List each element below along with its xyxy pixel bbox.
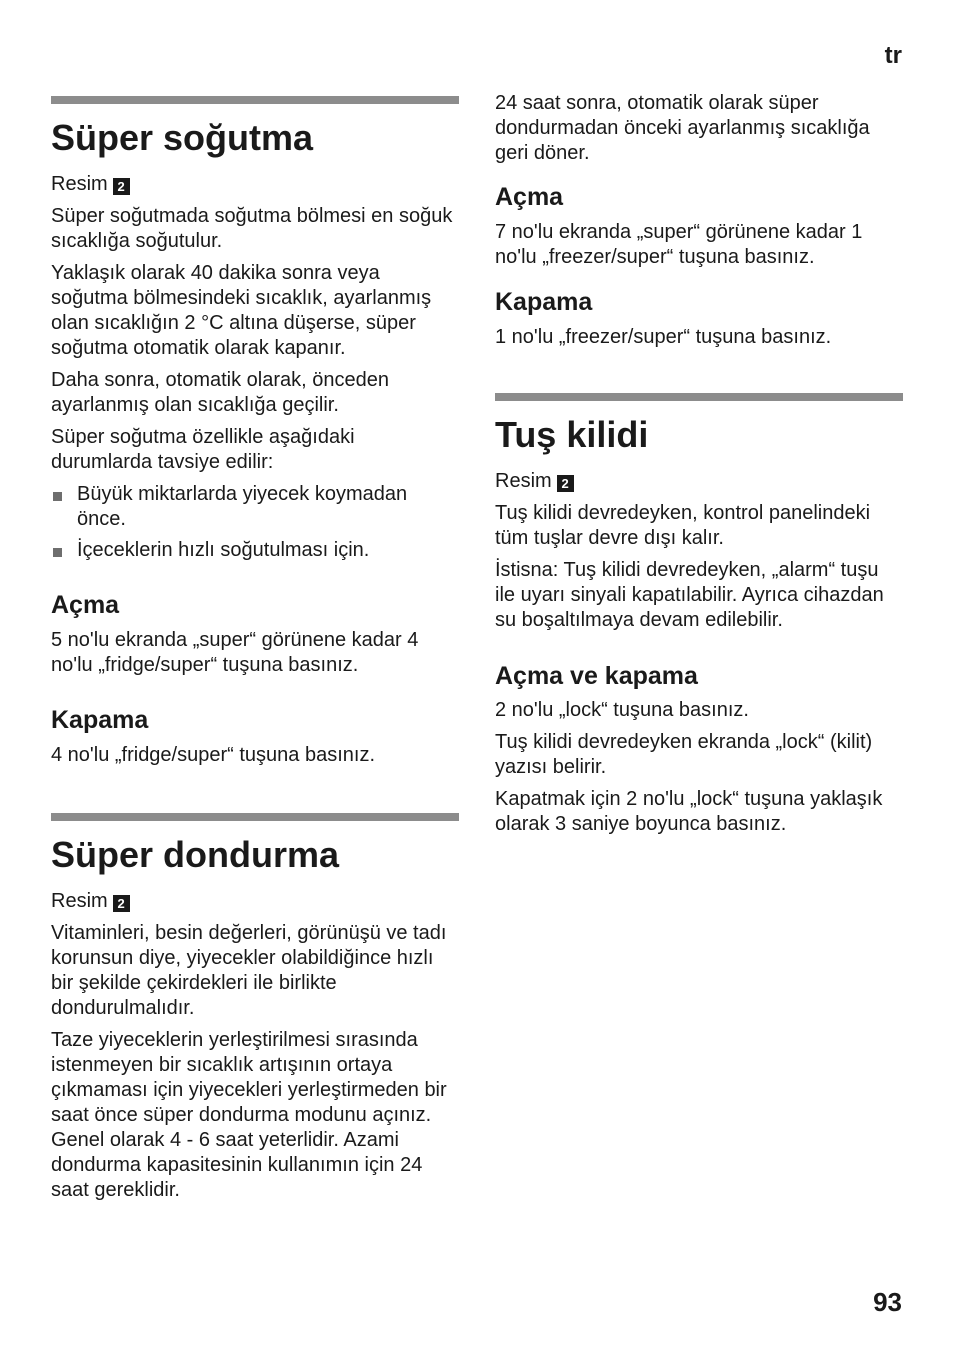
super-freezing-details: Taze yiyeceklerin yerleştirilmesi sırasında istenmeyen bir sıcaklık artışının ortaya çıkmaması için yiyecekleri yerleştirmeden bir saat önce süper dondurma modunu açınız. Genel olarak 4 - 6 saat yeterlidir. Azami dondurma kapasitesinin kullanımın için 24 saat gereklidir. [51,1029,447,1201]
super-cooling-off-title: Kapama [51,706,149,734]
super-cooling-on-title: Açma [51,591,120,619]
key-lock-onoff-title: Açma ve kapama [495,662,698,690]
key-lock-onoff-step1: 2 no'lu „lock“ tuşuna basınız. [495,699,749,721]
list-item: İçeceklerin hızlı soğutulması için. [51,538,459,563]
section-rule [51,96,459,104]
super-cooling-auto-off: Yaklaşık olarak 40 dakika sonra veya soğutma bölmesindeki sıcaklık, ayarlanmış olan sıcaklığın 2 °C altına düşerse, süper soğutma otomatik olarak kapanır. [51,262,432,359]
super-freezing-intro: Vitaminleri, besin değerleri, görünüşü ve tadı korunsun diye, yiyecekler olabildiğince hızlı bir şekilde çekirdekleri ile birlikte dondurulmalıdır. [51,922,447,1019]
super-freezing-on-text: 7 no'lu ekranda „super“ görünene kadar 1 no'lu „freezer/super“ tuşuna basınız. [495,221,863,268]
super-freezing-off-title: Kapama [495,288,593,316]
super-cooling-recommend: Süper soğutma özellikle aşağıdaki durumlarda tavsiye edilir: [51,426,355,473]
figure-number-badge: 2 [113,178,130,195]
key-lock-onoff-deactivate: Kapatmak için 2 no'lu „lock“ tuşuna yaklaşık olarak 3 saniye boyunca basınız. [495,788,883,835]
figure-reference [51,172,459,197]
figure-reference-label: Resim [51,173,108,195]
super-freezing-title: Süper dondurma [51,834,340,875]
list-item: Büyük miktarlarda yiyecek koymadan önce. [51,482,459,532]
super-cooling-on-text: 5 no'lu ekranda „super“ görünene kadar 4 no'lu „fridge/super“ tuşuna basınız. [51,629,419,676]
super-cooling-intro: Süper soğutmada soğutma bölmesi en soğuk sıcaklığa soğutulur. [51,205,453,252]
left-column [51,0,459,1203]
figure-number-badge: 2 [557,475,574,492]
figure-reference [51,889,459,914]
key-lock-exception: İstisna: Tuş kilidi devredeyken, „alarm“ tuşu ile uyarı sinyali kapatılabilir. Ayrıca cihazdan su boşaltılmaya devam edilebilir. [495,559,884,631]
page-number: 93 [873,1287,902,1317]
language-tag: tr [884,42,902,69]
section-rule [51,813,459,821]
right-column [495,0,903,837]
figure-reference-label: Resim [51,890,108,912]
figure-reference [495,469,903,494]
figure-number-badge: 2 [113,895,130,912]
super-freezing-on-title: Açma [495,183,564,211]
section-rule [495,393,903,401]
super-cooling-title: Süper soğutma [51,117,314,158]
figure-reference-label: Resim [495,470,552,492]
super-cooling-revert: Daha sonra, otomatik olarak, önceden ayarlanmış olan sıcaklığa geçilir. [51,369,389,416]
super-cooling-off-text: 4 no'lu „fridge/super“ tuşuna basınız. [51,744,376,766]
recommendation-list [51,482,459,563]
square-bullet-icon [53,548,62,557]
square-bullet-icon [53,492,62,501]
key-lock-onoff-display: Tuş kilidi devredeyken ekranda „lock“ (kilit) yazısı belirir. [495,731,873,778]
super-freezing-revert: 24 saat sonra, otomatik olarak süper dondurmadan önceki ayarlanmış sıcaklığa geri döner. [495,92,870,164]
super-freezing-off-text: 1 no'lu „freezer/super“ tuşuna basınız. [495,326,832,348]
key-lock-intro: Tuş kilidi devredeyken, kontrol panelindeki tüm tuşlar devre dışı kalır. [495,502,871,549]
key-lock-title: Tuş kilidi [495,414,649,455]
